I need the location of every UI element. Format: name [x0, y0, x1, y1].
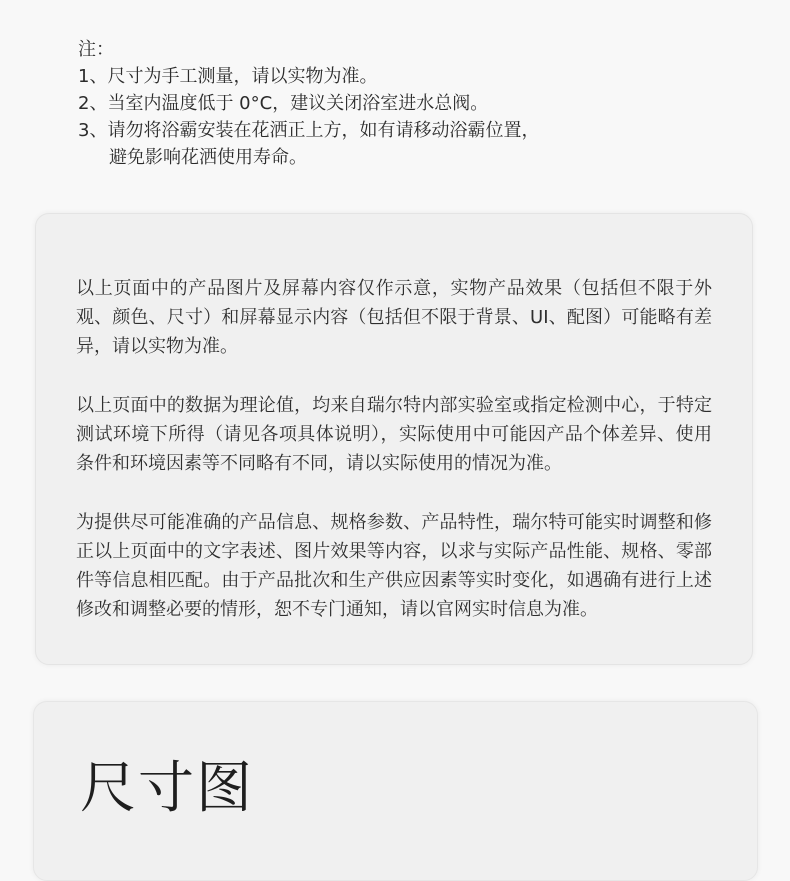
- note-item-3-continued: 避免影响花洒使用寿命。: [109, 147, 307, 168]
- disclaimer-paragraph-2: 以上页面中的数据为理论值，均来自瑞尔特内部实验室或指定检测中心，于特定测试环境下所得（请见各项具体说明），实际使用中可能因产品个体差异、使用条件和环境因素等不同略有不同，请以实际使用的情况为准。: [76, 395, 712, 474]
- disclaimer-card: [35, 213, 753, 665]
- size-diagram-card: [33, 701, 758, 881]
- notes-heading: 注：: [78, 39, 114, 60]
- notes-section: [78, 36, 758, 171]
- disclaimer-paragraph-1: 以上页面中的产品图片及屏幕内容仅作示意，实物产品效果（包括但不限于外观、颜色、尺寸）和屏幕显示内容（包括但不限于背景、UI、配图）可能略有差异，请以实物为准。: [76, 278, 712, 357]
- disclaimer-paragraph-3: 为提供尽可能准确的产品信息、规格参数、产品特性，瑞尔特可能实时调整和修正以上页面中的文字表述、图片效果等内容，以求与实际产品性能、规格、零部件等信息相匹配。由于产品批次和生产供应因素等实时变化，如遇确有进行上述修改和调整必要的情形，恕不专门通知，请以官网实时信息为准。: [76, 512, 712, 620]
- note-item-2: 2、当室内温度低于 0°C，建议关闭浴室进水总阀。: [78, 93, 489, 114]
- note-item-1: 1、尺寸为手工测量，请以实物为准。: [78, 66, 378, 87]
- note-item-3: 3、请勿将浴霸安装在花洒正上方，如有请移动浴霸位置，: [78, 120, 540, 141]
- size-diagram-title: 尺寸图: [80, 756, 254, 821]
